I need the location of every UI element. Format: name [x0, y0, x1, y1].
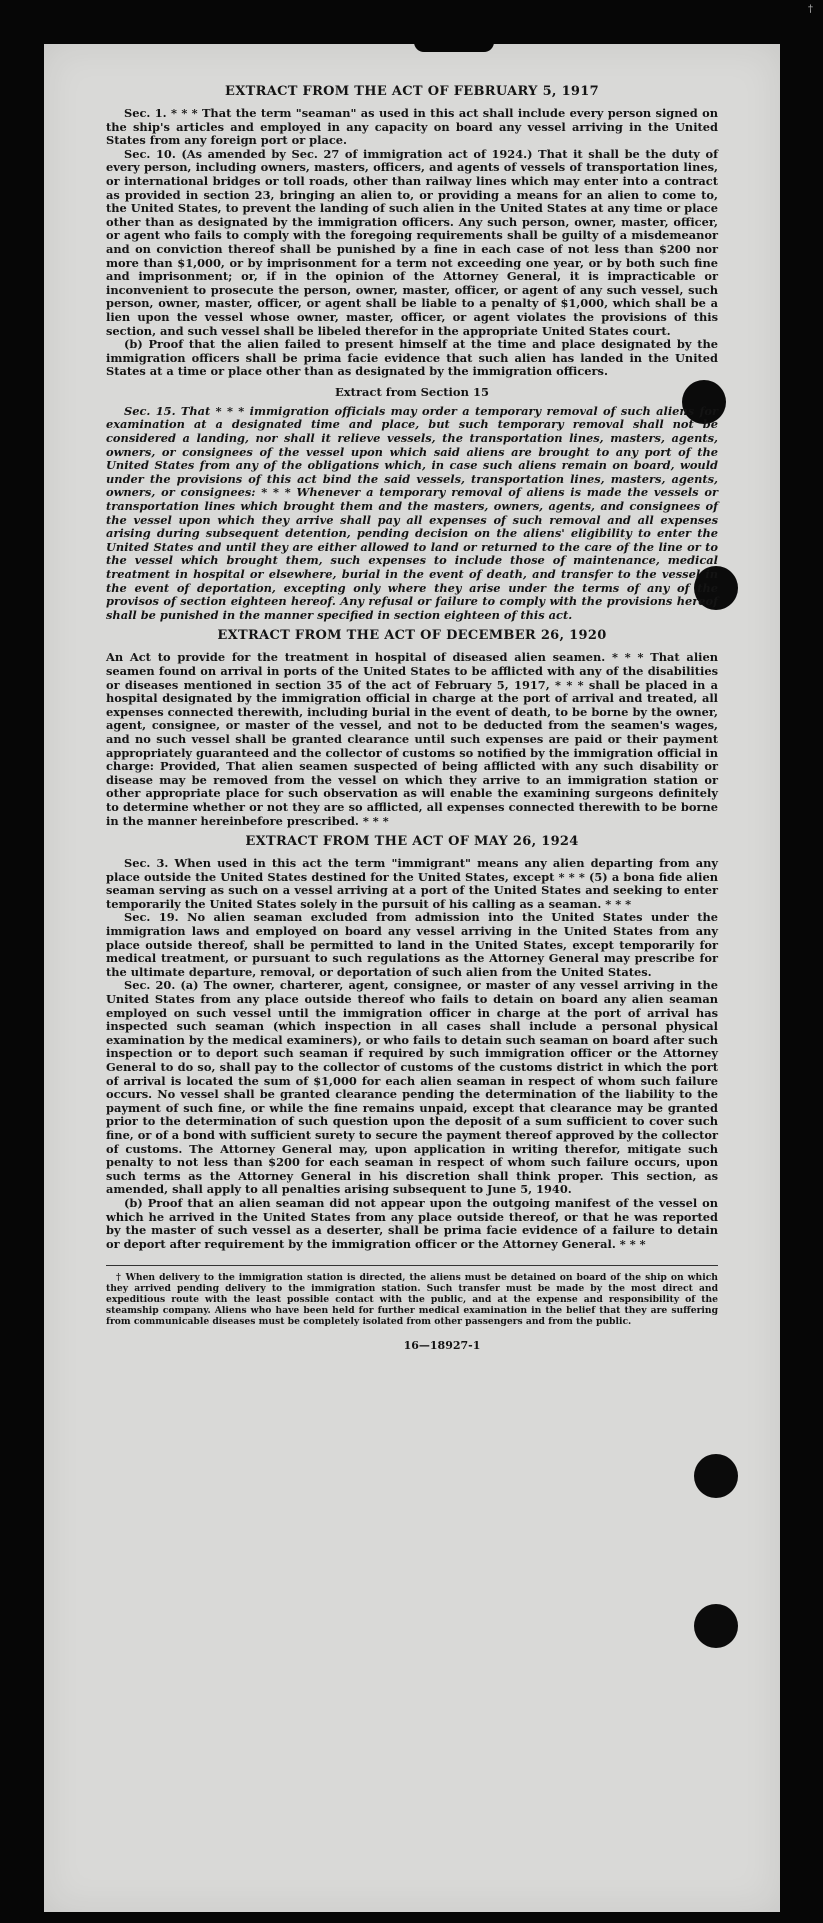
section-10b-paragraph: (b) Proof that the alien failed to present himself at the time and place designated by the immigration officers shall be prima facie evidence that such alien has landed in the United States at a time or place other than as designated by the immigration officers. — [106, 337, 718, 379]
heading-act-1920: EXTRACT FROM THE ACT OF DECEMBER 26, 1920 — [217, 628, 607, 644]
section-10-paragraph: Sec. 10. (As amended by Sec. 27 of immigration act of 1924.) That it shall be the duty of every person, including owners, masters, officers, and agents of vessels of transportation lines, or international bridges or toll roads, other than railway lines which may enter into a contract as provided in section 23, bringing an alien to, or providing a means for an alien to come to, the United States, to prevent the landing of such alien in the United States at any time or place other than as designated by the immigration officers. Any such person, owner, master, officer, or agent who fails to comply with the foregoing requirements shall be guilty of a misdemeanor and on conviction thereof shall be punished by a fine in each case of not less than $200 nor more than $1,000, or by imprisonment for a term not exceeding one year, or by both such fine and imprisonment; or, if in the opinion of the Attorney General, it is impracticable or inconvenient to prosecute the person, owner, master, officer, or agent of any such vessel, such person, owner, master, officer, or agent shall be liable to a penalty of $1,000, which shall be a lien upon the vessel whose owner, master, officer, or agent violates the provisions of this section, and such vessel shall be libeled therefor in the appropriate United States court. — [106, 146, 718, 338]
section-15-paragraph: Sec. 15. That * * * immigration officials may order a temporary removal of such aliens for examination at a designated time and place, but such temporary removal shall not be considered a landing, nor shall it relieve vessels, the transportation lines, masters, agents, owners, or consignees of the vessel upon which said aliens are brought to any port of the United States from any of the obligations which, in case such aliens remain on board, would under the provisions of this act bind the said vessels, transportation lines, masters, agents, owners, or consignees: * * * Whenever a temporary removal of aliens is made the vessels or transportation lines which brought them and the masters, owners, agents, and consignees of the vessel upon which they arrive shall pay all expenses of such removal and all expenses arising during subsequent detention, pending decision on the aliens' eligibility to enter the United States and until they are either allowed to land or returned to the care of the line or to the vessel which brought them, such expenses to include those of maintenance, medical treatment in hospital or elsewhere, burial in the event of death, and transfer to the vessel in the event of deportation, excepting only where they arise under the terms of any of the provisos of section eighteen hereof. Any refusal or failure to comply with the provisions hereof shall be punished in the manner specified in section eighteen of this act. — [106, 403, 718, 622]
document-text — [106, 84, 718, 1352]
heading-section-15: Extract from Section 15 — [335, 384, 489, 399]
section-20a-paragraph: Sec. 20. (a) The owner, charterer, agent, consignee, or master of any vessel arriving in the United States from any place outside thereof who fails to detain on board any alien seaman employed on such vessel until the immigration officer in charge at the port of arrival has inspected such seaman (which inspection in all cases shall include a personal physical examination by the medical examiners), or who fails to detain such seaman on board after such inspection or to deport such seaman if required by such immigration officer or the Attorney General to do so, shall pay to the collector of customs of the customs district in which the port of arrival is located the sum of $1,000 for each alien seaman in respect of whom such failure occurs. No vessel shall be granted clearance pending the determination of the liability to the payment of such fine, or while the fine remains unpaid, except that clearance may be granted prior to the determination of such question upon the deposit of a sum sufficient to cover such fine, or of a bond with sufficient surety to secure the payment thereof approved by the collector of customs. The Attorney General may, upon application in writing therefor, mitigate such penalty to not less than $200 for each seaman in respect of whom such failure occurs, upon such terms as the Attorney General in his discretion shall think proper. This section, as amended, shall apply to all penalties arising subsequent to June 5, 1940. — [106, 978, 718, 1197]
section-3-paragraph: Sec. 3. When used in this act the term "immigrant" means any alien departing from any place outside the United States destined for the United States, except * * * (5) a bona fide alien seaman serving as such on a vessel arriving at a port of the United States and seeking to enter temporarily the United States solely in the pursuit of his calling as a seaman. * * * — [106, 856, 718, 911]
heading-act-1924: EXTRACT FROM THE ACT OF MAY 26, 1924 — [245, 834, 579, 850]
act-1920-paragraph: An Act to provide for the treatment in hospital of diseased alien seamen. * * * That alien seamen found on arrival in ports of the United States to be afflicted with any of the disabilities or diseases mentioned in section 35 of the act of February 5, 1917, * * * shall be placed in a hospital designated by the immigration official in charge at the port of arrival and treated, all expenses connected therewith, including burial in the event of death, to be borne by the owner, agent, consignee, or master of the vessel, and not to be deducted from the seamen's wages, and no such vessel shall be granted clearance until such expenses are paid or their payment appropriately guaranteed and the collector of customs so notified by the immigration official in charge: Provided, That alien seamen suspected of being afflicted with any such disability or disease may be removed from the vessel on which they arrive to an immigration station or other appropriate place for such observation as will enable the examining surgeons definitely to determine whether or not they are so afflicted, all expenses connected therewith to be borne in the manner hereinbefore prescribed. * * * — [106, 650, 718, 828]
document-sheet — [44, 44, 780, 1912]
footnote — [106, 1265, 718, 1327]
section-20b-paragraph: (b) Proof that an alien seaman did not appear upon the outgoing manifest of the vessel on which he arrived in the United States from any place outside thereof, or that he was reported by the master of such vessel as a deserter, shall be prima facie evidence of a failure to detain or deport after requirement by the immigration officer or the Attorney General. * * * — [106, 1195, 718, 1251]
form-code: 16—18927-1 — [403, 1339, 481, 1353]
section-19-paragraph: Sec. 19. No alien seaman excluded from admission into the United States under the immigration laws and employed on board any vessel arriving in the United States from any place outside thereof, shall be permitted to land in the United States, except temporarily for medical treatment, or pursuant to such regulations as the Attorney General may prescribe for the ultimate departure, removal, or deportation of such alien from the United States. — [106, 910, 718, 979]
paper-notch — [414, 42, 494, 52]
punch-hole-3 — [694, 1454, 738, 1498]
footnote-text: † When delivery to the immigration station is directed, the aliens must be detained on board of the ship on which they arrived pending delivery to the immigration station. Such transfer must be made by the most direct and expeditious route with the least possible contact with the public, and at the expense and responsibility of the steamship company. Aliens who have been held for further medical examination in the belief that they are suffering from communicable diseases must be completely isolated from other passengers and from the public. — [106, 1272, 718, 1328]
corner-mark: † — [808, 4, 813, 15]
heading-act-1917: EXTRACT FROM THE ACT OF FEBRUARY 5, 1917 — [225, 84, 599, 99]
punch-hole-4 — [694, 1604, 738, 1648]
section-1-paragraph: Sec. 1. * * * That the term "seaman" as used in this act shall include every person signed on the ship's articles and employed in any capacity on board any vessel arriving in the United States from any foreign port or place. — [106, 106, 718, 148]
